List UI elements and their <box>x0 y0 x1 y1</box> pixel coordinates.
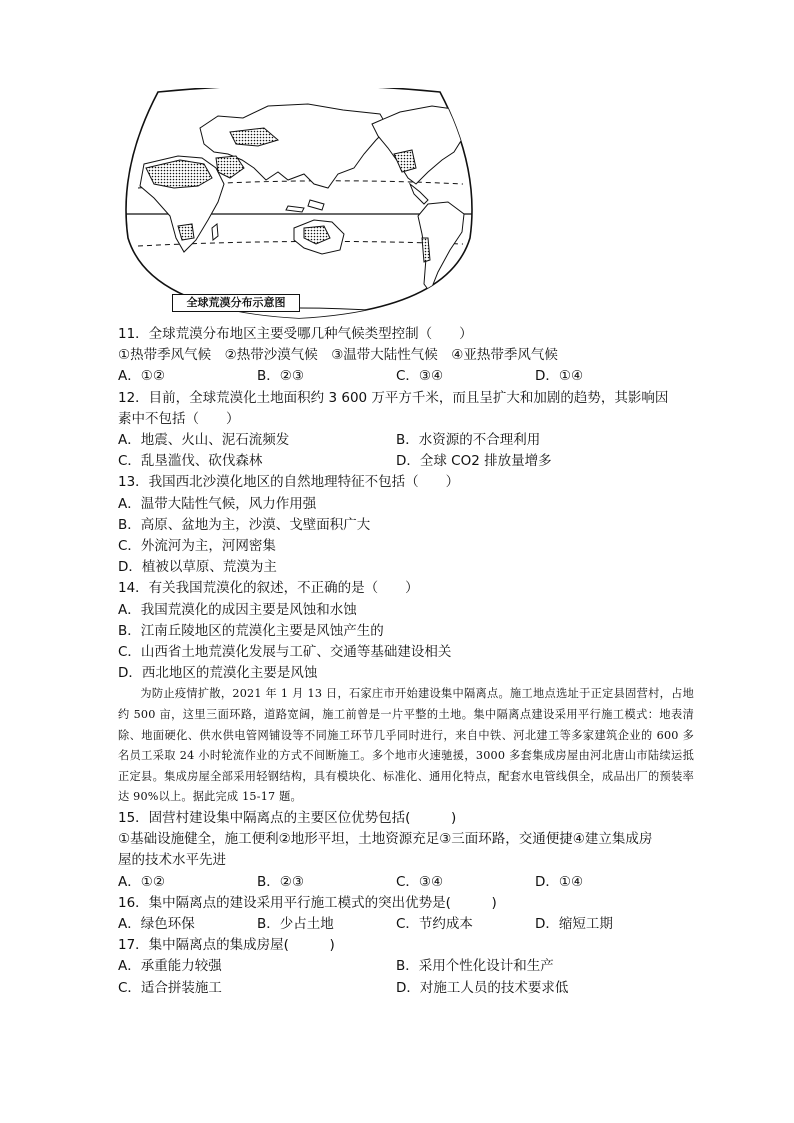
q17-option-a[interactable]: A．承重能力较强 <box>118 958 222 975</box>
q14-option-b[interactable]: B．江南丘陵地区的荒漠化主要是风蚀产生的 <box>118 622 384 639</box>
q14-option-c[interactable]: C．山西省土地荒漠化发展与工矿、交通等基础建设相关 <box>118 644 452 661</box>
q17-options-row1 <box>118 956 694 977</box>
desert-atacama <box>422 238 430 262</box>
q14-option-a[interactable]: A．我国荒漠化的成因主要是风蚀和水蚀 <box>118 601 357 618</box>
q16-option-d[interactable]: D．缩短工期 <box>535 916 613 933</box>
q15-options <box>118 872 694 893</box>
q12-stem: 12．目前，全球荒漠化土地面积约 3 600 万平方千米，而且呈扩大和加剧的趋势，其影响因 <box>118 389 669 406</box>
q15-option-c[interactable]: C．③④ <box>396 873 444 890</box>
q15-statements: ①基础设施健全，施工便利②地形平坦，土地资源充足③三面环路，交通便捷④建立集成房 <box>118 831 653 848</box>
q12-stem-cont: 素中不包括（ ） <box>118 410 240 427</box>
q12-option-b[interactable]: B．水资源的不合理利用 <box>396 432 541 449</box>
q13-option-b[interactable]: B．高原、盆地为主，沙漠、戈壁面积广大 <box>118 516 371 533</box>
q13-option-c[interactable]: C．外流河为主，河网密集 <box>118 538 276 555</box>
q15-stem: 15．固营村建设集中隔离点的主要区位优势包括( ) <box>118 810 457 827</box>
q17-option-c[interactable]: C．适合拼装施工 <box>118 979 222 996</box>
q16-option-c[interactable]: C．节约成本 <box>396 916 473 933</box>
q12-options-row2 <box>118 451 694 472</box>
q11-option-c[interactable]: C．③④ <box>396 368 444 385</box>
q15-option-a[interactable]: A．①② <box>118 873 165 890</box>
question-content <box>118 324 694 999</box>
q14-stem: 14．有关我国荒漠化的叙述，不正确的是（ ） <box>118 580 419 597</box>
desert-distribution-map <box>118 88 480 322</box>
q13-option-d[interactable]: D．植被以草原、荒漠为主 <box>118 559 277 576</box>
q13-stem: 13．我国西北沙漠化地区的自然地理特征不包括（ ） <box>118 474 460 491</box>
q11-statements: ①热带季风气候 ②热带沙漠气候 ③温带大陆性气候 ④亚热带季风气候 <box>118 347 558 364</box>
reading-passage: 为防止疫情扩散，2021 年 1 月 13 日，石家庄市开始建设集中隔离点。施工地点选址于正定县固营村，占地约 500 亩，这里三面环路，道路宽阔，施工前曾是一片平整的土地。集中隔离点建设采用平行施工模式：地表清除、地面硬化、供水供电管网铺设等不同施工环节几乎同时进行，来自中铁、河北建工等多家建筑企业的 600 多名员工采取 24 小时轮流作业的方式不间断施工。多个地市火速驰援，3000 多套集成房屋由河北唐山市陆续运抵正定县。集成房屋全部采用轻钢结构，具有模块化、标准化、通用化特点，配套水电管线俱全，成品出厂的预装率达 90%以上。据此完成 15-17 题。 <box>118 687 694 804</box>
q11-options <box>118 366 694 387</box>
q11-option-b[interactable]: B．②③ <box>257 368 304 385</box>
q11-option-a[interactable]: A．①② <box>118 368 165 385</box>
map-caption: 全球荒漠分布示意图 <box>172 294 300 312</box>
q16-option-a[interactable]: A．绿色环保 <box>118 916 195 933</box>
q17-stem: 17．集中隔离点的集成房屋( ) <box>118 937 335 954</box>
q16-option-b[interactable]: B．少占土地 <box>257 916 334 933</box>
q12-option-a[interactable]: A．地震、火山、泥石流频发 <box>118 432 290 449</box>
q13-option-a[interactable]: A．温带大陆性气候，风力作用强 <box>118 495 317 512</box>
q17-options-row2 <box>118 978 694 999</box>
q16-options <box>118 914 694 935</box>
q15-option-b[interactable]: B．②③ <box>257 873 304 890</box>
q15-statements-cont: 屋的技术水平先进 <box>118 852 226 869</box>
q12-option-c[interactable]: C．乱垦滥伐、砍伐森林 <box>118 453 263 470</box>
world-map-graphic <box>118 88 480 322</box>
q12-option-d[interactable]: D．全球 CO2 排放量增多 <box>396 453 552 470</box>
q11-stem: 11．全球荒漠分布地区主要受哪几种气候类型控制（ ） <box>118 326 473 342</box>
q12-options-row1 <box>118 430 694 451</box>
q17-option-b[interactable]: B．采用个性化设计和生产 <box>396 958 554 975</box>
q11-option-d[interactable]: D．①④ <box>535 368 584 385</box>
q17-option-d[interactable]: D．对施工人员的技术要求低 <box>396 979 569 996</box>
q14-option-d[interactable]: D．西北地区的荒漠化主要是风蚀 <box>118 665 318 682</box>
q15-option-d[interactable]: D．①④ <box>535 873 584 890</box>
q16-stem: 16．集中隔离点的建设采用平行施工模式的突出优势是( ) <box>118 894 497 911</box>
